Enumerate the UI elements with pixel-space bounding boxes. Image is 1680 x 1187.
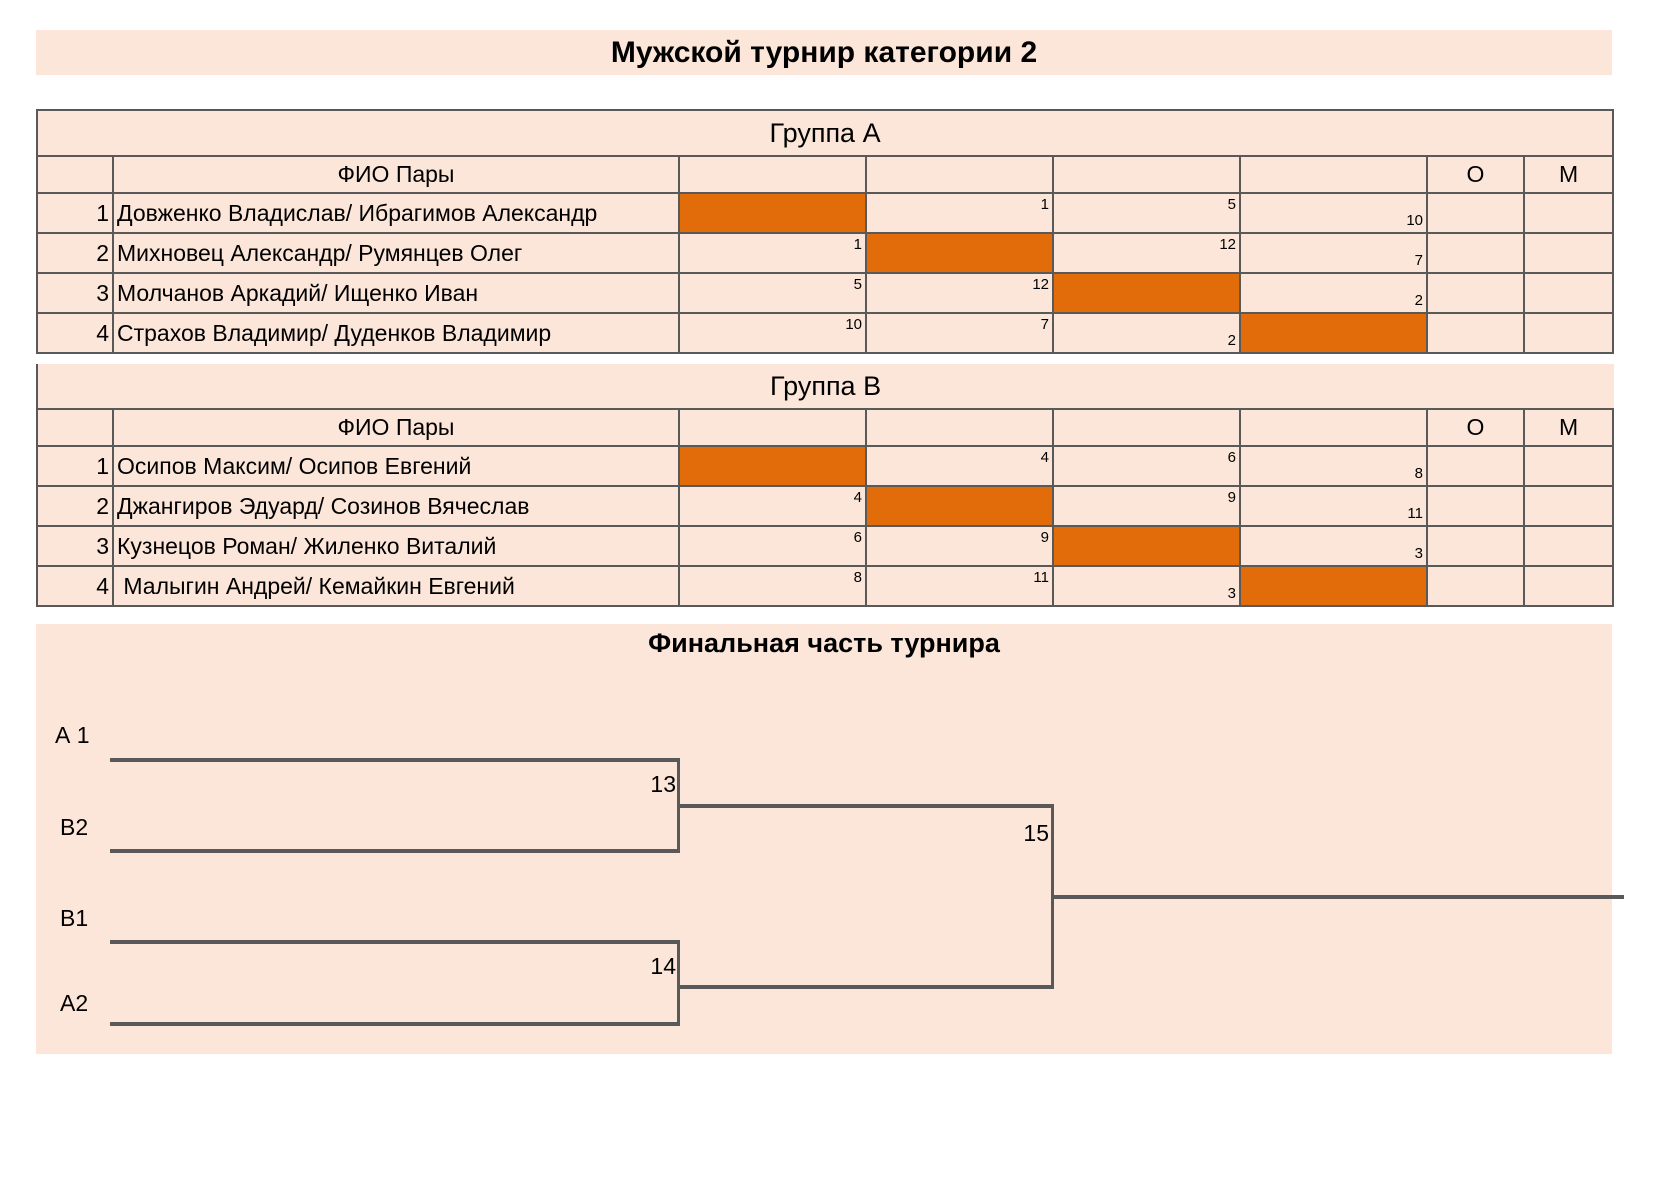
- match-number: 12: [1053, 233, 1240, 273]
- header-opponent-3: [1053, 409, 1240, 446]
- seed-label: В2: [60, 814, 89, 840]
- pair-name: Джангиров Эдуард/ Созинов Вячеслав: [113, 486, 679, 526]
- match-number: 15: [1023, 820, 1049, 846]
- match-number: 2: [1053, 313, 1240, 353]
- group-b-table: [36, 364, 1614, 607]
- diagonal-cell: [1240, 566, 1427, 606]
- header-opponent-1: [679, 156, 866, 193]
- header-name: ФИО Пары: [113, 156, 679, 193]
- match-number: 11: [1240, 486, 1427, 526]
- match-number: 11: [866, 566, 1053, 606]
- diagonal-cell: [866, 486, 1053, 526]
- header-place: М: [1524, 156, 1613, 193]
- points-cell: [1427, 273, 1524, 313]
- diagonal-cell: [1053, 526, 1240, 566]
- match-number: 8: [679, 566, 866, 606]
- match-number: 4: [679, 486, 866, 526]
- place-cell: [1524, 233, 1613, 273]
- table-row: [37, 526, 1613, 566]
- group-a-caption: Группа А: [37, 110, 1613, 156]
- pair-name: Малыгин Андрей/ Кемайкин Евгений: [113, 566, 679, 606]
- pair-name: Кузнецов Роман/ Жиленко Виталий: [113, 526, 679, 566]
- points-cell: [1427, 526, 1524, 566]
- seed-label: В1: [60, 905, 89, 931]
- pair-name: Молчанов Аркадий/ Ищенко Иван: [113, 273, 679, 313]
- header-name: ФИО Пары: [113, 409, 679, 446]
- row-num: 2: [37, 233, 113, 273]
- match-number: 8: [1240, 446, 1427, 486]
- row-num: 4: [37, 313, 113, 353]
- points-cell: [1427, 193, 1524, 233]
- pair-name: Михновец Александр/ Румянцев Олег: [113, 233, 679, 273]
- place-cell: [1524, 273, 1613, 313]
- bracket-line: [110, 758, 680, 762]
- place-cell: [1524, 486, 1613, 526]
- final-section: [36, 624, 1612, 1054]
- row-num: 3: [37, 526, 113, 566]
- bracket-line: [110, 940, 680, 944]
- header-opponent-1: [679, 409, 866, 446]
- diagonal-cell: [679, 193, 866, 233]
- match-number: 10: [679, 313, 866, 353]
- place-cell: [1524, 193, 1613, 233]
- match-number: 6: [679, 526, 866, 566]
- table-row: [37, 486, 1613, 526]
- group-b-caption: Группа В: [37, 364, 1613, 409]
- match-number: 5: [1053, 193, 1240, 233]
- header-points: О: [1427, 409, 1524, 446]
- header-num: [37, 156, 113, 193]
- place-cell: [1524, 446, 1613, 486]
- place-cell: [1524, 566, 1613, 606]
- header-opponent-3: [1053, 156, 1240, 193]
- match-number: 7: [866, 313, 1053, 353]
- seed-label: А 1: [55, 722, 90, 748]
- row-num: 1: [37, 446, 113, 486]
- match-number: 13: [650, 771, 676, 797]
- pair-name: Страхов Владимир/ Дуденков Владимир: [113, 313, 679, 353]
- header-num: [37, 409, 113, 446]
- header-points: О: [1427, 156, 1524, 193]
- group-a-table: [36, 109, 1614, 354]
- bracket-line: [679, 985, 1053, 989]
- points-cell: [1427, 446, 1524, 486]
- points-cell: [1427, 313, 1524, 353]
- page-title: Мужской турнир категории 2: [36, 30, 1612, 75]
- match-number: 12: [866, 273, 1053, 313]
- points-cell: [1427, 233, 1524, 273]
- bracket-line: [1053, 895, 1624, 899]
- row-num: 4: [37, 566, 113, 606]
- table-row: [37, 566, 1613, 606]
- bracket-line: [677, 940, 680, 1026]
- points-cell: [1427, 486, 1524, 526]
- final-title: Финальная часть турнира: [648, 628, 1000, 658]
- match-number: 9: [1053, 486, 1240, 526]
- pair-name: Довженко Владислав/ Ибрагимов Александр: [113, 193, 679, 233]
- bracket-line: [110, 1022, 680, 1026]
- table-row: [37, 233, 1613, 273]
- header-place: М: [1524, 409, 1613, 446]
- match-number: 14: [650, 953, 676, 979]
- points-cell: [1427, 566, 1524, 606]
- table-row: [37, 313, 1613, 353]
- place-cell: [1524, 313, 1613, 353]
- match-number: 2: [1240, 273, 1427, 313]
- match-number: 1: [679, 233, 866, 273]
- diagonal-cell: [866, 233, 1053, 273]
- match-number: 4: [866, 446, 1053, 486]
- match-number: 1: [866, 193, 1053, 233]
- bracket-line: [679, 804, 1053, 808]
- match-number: 7: [1240, 233, 1427, 273]
- header-opponent-2: [866, 409, 1053, 446]
- match-number: 3: [1240, 526, 1427, 566]
- header-opponent-2: [866, 156, 1053, 193]
- table-row: [37, 193, 1613, 233]
- place-cell: [1524, 526, 1613, 566]
- match-number: 9: [866, 526, 1053, 566]
- pair-name: Осипов Максим/ Осипов Евгений: [113, 446, 679, 486]
- bracket-line: [110, 849, 680, 853]
- header-opponent-4: [1240, 156, 1427, 193]
- header-opponent-4: [1240, 409, 1427, 446]
- match-number: 10: [1240, 193, 1427, 233]
- row-num: 1: [37, 193, 113, 233]
- seed-label: А2: [60, 990, 89, 1016]
- diagonal-cell: [679, 446, 866, 486]
- row-num: 3: [37, 273, 113, 313]
- table-row: [37, 446, 1613, 486]
- match-number: 3: [1053, 566, 1240, 606]
- diagonal-cell: [1240, 313, 1427, 353]
- diagonal-cell: [1053, 273, 1240, 313]
- table-row: [37, 273, 1613, 313]
- match-number: 6: [1053, 446, 1240, 486]
- row-num: 2: [37, 486, 113, 526]
- match-number: 5: [679, 273, 866, 313]
